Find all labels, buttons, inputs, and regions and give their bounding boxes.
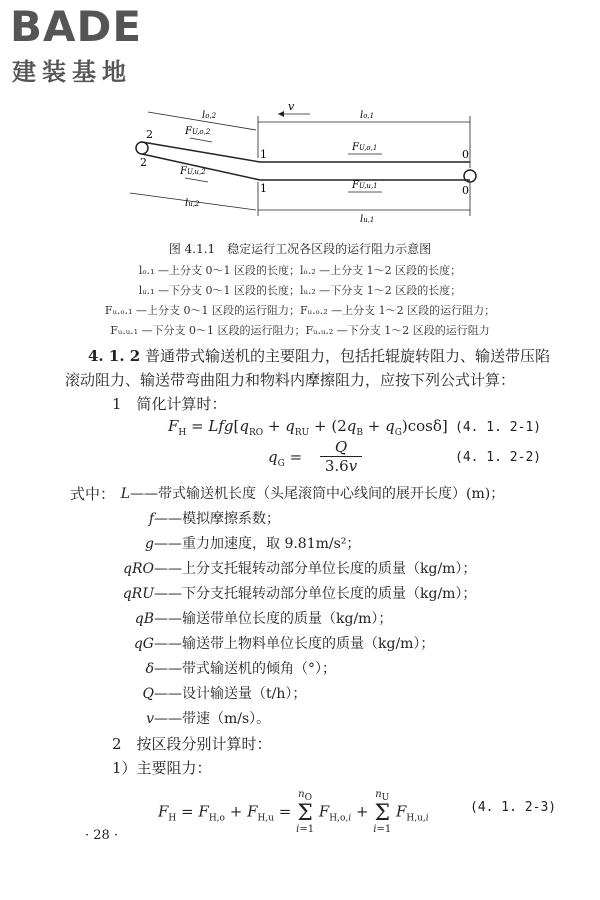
definition-row: δ——带式输送机的倾角（°）；: [145, 661, 336, 677]
upper-branch-left: [142, 142, 260, 162]
velocity-label: v: [288, 100, 295, 113]
figure-legend-line-4: Fᵤ.ᵤ.₁ —下分支 0～1 区段的运行阻力；Fᵤ.ᵤ.₂ —下分支 1～2 区段的运行阻力: [110, 324, 490, 337]
equation-3: $F_H = F_{H,o} + F_{H,u} = n_O$ Σ i=1 $F_{H,o,i} + n_U$ Σ i=1 $F_{H,u,i}$: [158, 789, 429, 835]
definition-row: Q——设计输送量（t/h）；: [142, 686, 307, 702]
force-label-uo1: FU,o,1: [352, 142, 378, 153]
conveyor-resistance-diagram: [120, 98, 500, 233]
section-paragraph: [88, 345, 568, 366]
section-line-1: 普通带式输送机的主要阻力，包括托辊旋转阻力、输送带压陷: [144, 347, 550, 365]
section-number: 4. 1. 2: [88, 347, 141, 365]
node-0-upper: 0: [462, 148, 469, 161]
lower-branch-left: [142, 154, 260, 180]
node-2-lower: 2: [140, 156, 147, 169]
definition-row: qB——输送带单位长度的质量（kg/m）；: [134, 611, 393, 627]
definition-row: f——模拟摩擦系数；: [148, 511, 280, 527]
length-label-lo2: lo,2: [202, 110, 217, 121]
brand-subtitle: 建装基地: [12, 58, 132, 86]
definition-row: g——重力加速度，取 9.81m/s²；: [145, 536, 361, 552]
section-line-2: 滚动阻力、输送带弯曲阻力和物料内摩擦阻力，应按下列公式计算：: [65, 371, 516, 389]
definition-row: qRO——上分支托辊转动部分单位长度的质量（kg/m）；: [123, 561, 477, 577]
brand-logo: BADE: [10, 2, 143, 51]
definition-row: L——带式输送机长度（头尾滚筒中心线间的展开长度）(m)；: [120, 486, 505, 502]
force-label-uu1: FU,u,1: [352, 180, 378, 191]
definition-row: qG——输送带上物料单位长度的质量（kg/m）；: [133, 636, 435, 652]
length-label-lu1: lu,1: [360, 214, 375, 225]
node-1-lower: 1: [260, 182, 267, 195]
figure-legend-line-1: lₒ.₁ —上分支 0～1 区段的长度；lₒ.₂ —上分支 1～2 区段的长度；: [138, 264, 462, 277]
page-number: · 28 ·: [85, 828, 119, 843]
length-label-lu2: lu,2: [185, 198, 200, 209]
figure-legend-line-3: Fᵤ.ₒ.₁ —上分支 0～1 区段的运行阻力；Fᵤ.ₒ.₂ —上分支 1～2 区段的运行阻力；: [104, 304, 496, 317]
definition-row: v——带速（m/s）。: [146, 711, 271, 727]
node-1-upper: 1: [260, 148, 267, 161]
figure-legend-line-2: lᵤ.₁ —下分支 0～1 区段的长度；lᵤ.₂ —下分支 1～2 区段的长度；: [138, 284, 462, 297]
equation-3-number: (4. 1. 2-3): [470, 800, 557, 815]
equation-1: $F_H = Lfg[q_{RO} + q_{RU} + (2q_B + q_G)\cos\delta]$: [168, 417, 448, 438]
node-2-upper: 2: [146, 128, 153, 141]
length-label-lo1: lo,1: [360, 110, 375, 121]
figure-caption: 图 4.1.1 稳定运行工况各区段的运行阻力示意图: [168, 242, 432, 256]
definition-row: qRU——下分支托辊转动部分单位长度的质量（kg/m）；: [122, 586, 477, 602]
tail-pulley: [136, 142, 148, 154]
equation-1-number: (4. 1. 2-1): [455, 420, 542, 435]
force-label-uo2: FU,o,2: [185, 126, 211, 137]
equation-2-number: (4. 1. 2-2): [455, 450, 542, 465]
where-label: 式中：: [70, 485, 116, 503]
force-label-uu2: FU,u,2: [180, 166, 206, 177]
node-0-lower: 0: [462, 184, 469, 197]
item-2-heading: 2 按区段分别计算时：: [112, 735, 272, 753]
equation-2-fraction: Q 3.6v: [320, 438, 362, 475]
item-1-heading: 1 简化计算时：: [112, 395, 227, 413]
equation-2: $q_G$ =: [268, 448, 303, 469]
item-2-sub-heading: 1）主要阻力：: [112, 759, 212, 777]
